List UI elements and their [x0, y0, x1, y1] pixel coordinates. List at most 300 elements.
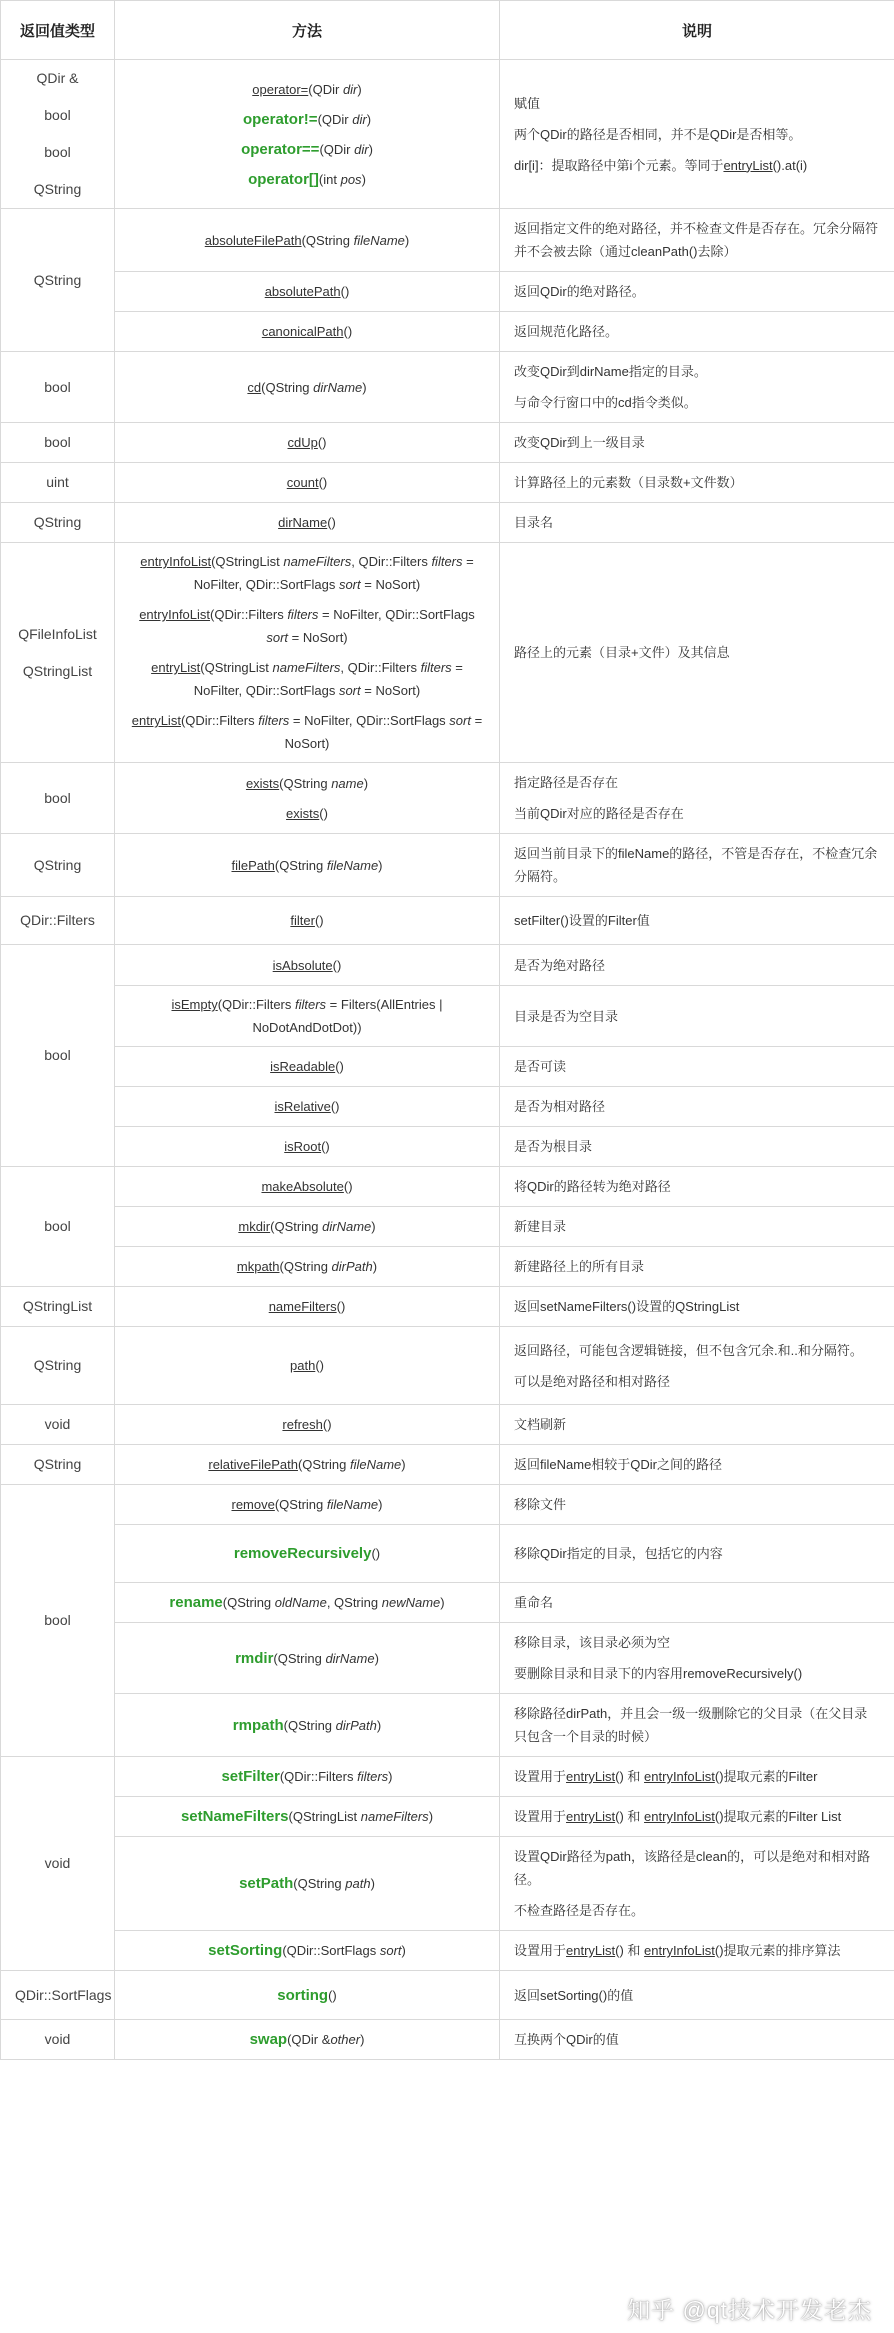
return-type-cell	[1, 1445, 115, 1485]
return-type: bool	[44, 144, 71, 160]
text-fragment: (QString	[261, 379, 314, 395]
method-signature	[129, 656, 485, 702]
text-fragment: ()	[322, 1417, 332, 1432]
return-type-cell	[1, 1485, 115, 1757]
method-cell	[115, 897, 500, 945]
description-paragraph	[514, 1175, 880, 1198]
method-signature	[129, 320, 485, 343]
api-link[interactable]: isReadable	[270, 1059, 336, 1074]
return-type-cell	[1, 763, 115, 834]
table-row	[1, 1207, 894, 1247]
api-link[interactable]: absolutePath	[264, 284, 341, 299]
text-fragment: ()	[332, 957, 342, 973]
param-name: oldName	[274, 1595, 327, 1610]
table-row	[1, 1167, 894, 1207]
api-link[interactable]: entryList	[151, 660, 201, 675]
text-fragment: dir[i]：提取路径中第i个元素。等同于	[514, 157, 724, 173]
text-fragment: ()	[336, 1299, 346, 1314]
text-fragment: 设置用于	[514, 1769, 567, 1784]
text-fragment: (QStringList	[211, 554, 284, 569]
table-row	[1, 763, 894, 834]
text-fragment: ().at(i)	[772, 157, 808, 173]
method-cell	[115, 312, 500, 352]
api-link[interactable]: isRelative	[274, 1099, 331, 1114]
param-name: sort	[338, 683, 361, 698]
text-fragment: 计算路径上的元素数（目录数+文件数）	[514, 475, 743, 490]
method-signature	[129, 1175, 485, 1198]
text-fragment: = NoFilter, QDir::SortFlags	[289, 713, 450, 728]
api-link[interactable]: isEmpty	[171, 997, 218, 1012]
param-name: dirPath	[331, 1259, 373, 1274]
description-paragraph	[514, 471, 880, 494]
table-row	[1, 1445, 894, 1485]
description-paragraph	[514, 1215, 880, 1238]
text-fragment: )	[378, 1497, 383, 1512]
return-type-cell	[1, 60, 115, 209]
description-paragraph	[514, 641, 880, 664]
text-fragment: (QDir::Filters	[279, 1769, 358, 1784]
return-type: bool	[44, 378, 71, 395]
description-cell	[500, 543, 894, 763]
description-paragraph	[514, 1899, 880, 1922]
text-fragment: = NoFilter, QDir::SortFlags	[193, 660, 463, 698]
method-cell	[115, 945, 500, 986]
text-fragment: )	[428, 1809, 434, 1824]
text-fragment: ()	[315, 1358, 324, 1373]
description-cell	[500, 1525, 894, 1583]
text-fragment: (QDir::Filters	[180, 713, 259, 728]
method-signature	[129, 1765, 485, 1788]
description-cell	[500, 423, 894, 463]
method-cell	[115, 1247, 500, 1287]
text-fragment: )	[401, 1943, 406, 1958]
text-fragment: (QDir::Filters	[217, 997, 295, 1012]
api-link[interactable]: entryInfoList	[140, 554, 212, 569]
text-fragment: )	[360, 2032, 365, 2047]
method-signature	[129, 1295, 485, 1318]
method-cell	[115, 1167, 500, 1207]
text-fragment: ()	[371, 1546, 381, 1561]
return-type: bool	[44, 434, 71, 450]
method-signature	[129, 1453, 485, 1476]
return-type-cell	[1, 2020, 115, 2060]
return-type-cell	[1, 1971, 115, 2020]
return-type: QStringList	[22, 1298, 93, 1314]
text-fragment: (QString	[274, 857, 327, 873]
text-fragment: 新建路径上的所有目录	[514, 1259, 645, 1274]
method-cell	[115, 1485, 500, 1525]
return-type-cell	[1, 1287, 115, 1327]
table-row	[1, 986, 894, 1047]
table-row	[1, 1623, 894, 1694]
text-fragment: 两个QDir的路径是否相同，并不是QDir是否相等。	[514, 126, 802, 142]
param-name: dir	[352, 111, 367, 127]
table-row	[1, 1405, 894, 1445]
description-paragraph	[514, 1370, 880, 1393]
return-type: QString	[33, 1357, 82, 1373]
table-header-row	[1, 1, 894, 60]
method-signature	[129, 1872, 485, 1895]
text-fragment: (QDir &	[287, 2032, 331, 2047]
return-type-cell	[1, 463, 115, 503]
description-cell	[500, 1623, 894, 1694]
method-name: operator[]	[248, 170, 319, 188]
description-cell	[500, 986, 894, 1047]
description-paragraph	[514, 1591, 880, 1614]
text-fragment: (QString	[274, 1497, 327, 1512]
api-link[interactable]: entryInfoList	[644, 1943, 715, 1958]
param-name: newName	[381, 1595, 441, 1610]
return-type-cell	[1, 423, 115, 463]
method-signature	[129, 511, 485, 534]
description-cell	[500, 1087, 894, 1127]
api-link[interactable]: makeAbsolute	[261, 1179, 344, 1194]
text-fragment: 重命名	[514, 1595, 554, 1610]
method-signature	[129, 993, 485, 1039]
api-link[interactable]: operator=	[252, 81, 309, 97]
api-link[interactable]: cdUp	[287, 435, 318, 450]
text-fragment: ()提取元素的Filter	[714, 1769, 818, 1784]
param-name: filters	[295, 997, 327, 1012]
table-row	[1, 272, 894, 312]
description-paragraph	[514, 1255, 880, 1278]
text-fragment: ()	[327, 515, 336, 530]
description-paragraph	[514, 1453, 880, 1476]
method-signature	[129, 1135, 485, 1158]
text-fragment: 可以是绝对路径和相对路径	[514, 1373, 671, 1389]
description-paragraph	[514, 909, 880, 932]
param-name: filters	[431, 554, 463, 569]
text-fragment: 返回QDir的绝对路径。	[514, 284, 645, 299]
table-row	[1, 1247, 894, 1287]
description-paragraph	[514, 802, 880, 825]
method-signature	[129, 550, 485, 596]
method-cell	[115, 272, 500, 312]
description-cell	[500, 945, 894, 986]
text-fragment: (QString	[293, 1876, 346, 1891]
api-link[interactable]: entryList	[566, 1769, 616, 1784]
text-fragment: 设置QDir路径为path，该路径是clean的，可以是绝对和相对路径。	[514, 1849, 871, 1887]
method-name: operator==	[241, 140, 320, 158]
param-name: fileName	[326, 857, 379, 873]
method-signature	[129, 138, 485, 161]
table-row	[1, 1797, 894, 1837]
method-name: removeRecursively	[233, 1545, 372, 1562]
description-cell	[500, 1837, 894, 1931]
param-name: sort	[338, 577, 361, 592]
method-cell	[115, 1623, 500, 1694]
method-name: rename	[169, 1594, 223, 1611]
return-type: QString	[33, 856, 82, 873]
table-row	[1, 503, 894, 543]
text-fragment: (QString	[297, 1457, 350, 1472]
table-row	[1, 209, 894, 272]
text-fragment: = NoSort)	[284, 713, 483, 751]
text-fragment: )	[368, 141, 373, 157]
header-method: 方法	[115, 1, 500, 60]
api-link[interactable]: entryInfoList	[644, 1809, 715, 1824]
text-fragment: (QDir	[319, 141, 355, 157]
api-link[interactable]: absoluteFilePath	[204, 232, 302, 248]
param-name: filters	[258, 713, 290, 728]
api-link[interactable]: entryList	[566, 1943, 616, 1958]
return-type: void	[44, 2031, 71, 2047]
api-link[interactable]: exists	[245, 775, 280, 791]
description-cell	[500, 834, 894, 897]
description-paragraph	[514, 842, 880, 888]
return-type: QFileInfoList	[18, 625, 97, 642]
return-type: QDir &	[36, 70, 79, 86]
table-row	[1, 60, 894, 209]
description-cell	[500, 897, 894, 945]
text-fragment: () 和	[615, 1809, 645, 1824]
method-cell	[115, 1583, 500, 1623]
method-cell	[115, 1127, 500, 1167]
method-name: swap	[249, 2031, 288, 2048]
param-name: sort	[379, 1943, 402, 1958]
text-fragment: (QStringList	[288, 1809, 361, 1824]
text-fragment: ()	[317, 435, 327, 450]
method-signature	[129, 854, 485, 877]
text-fragment: 返回setSorting()的值	[514, 1987, 634, 2003]
api-link[interactable]: entryInfoList	[644, 1769, 715, 1784]
description-cell	[500, 463, 894, 503]
text-fragment: 返回当前目录下的fileName的路径，不管是否存在，不检查冗余分隔符。	[514, 846, 878, 884]
method-cell	[115, 352, 500, 423]
text-fragment: = NoSort)	[360, 577, 421, 592]
description-cell	[500, 312, 894, 352]
method-cell	[115, 986, 500, 1047]
method-signature	[129, 1591, 485, 1614]
return-type: QString	[33, 1456, 82, 1472]
table-row	[1, 352, 894, 423]
method-cell	[115, 1047, 500, 1087]
return-type-cell	[1, 1327, 115, 1405]
method-signature	[129, 229, 485, 252]
method-cell	[115, 209, 500, 272]
text-fragment: (QDir	[308, 81, 343, 97]
api-link[interactable]: refresh	[282, 1417, 323, 1432]
text-fragment: , QDir::Filters	[351, 554, 432, 569]
table-row	[1, 1327, 894, 1405]
return-type: QString	[33, 514, 82, 530]
method-signature	[129, 108, 485, 131]
return-type: bool	[44, 1047, 71, 1063]
description-paragraph	[514, 217, 880, 263]
method-name: setNameFilters	[180, 1808, 289, 1825]
description-paragraph	[514, 2028, 880, 2051]
method-name: setFilter	[221, 1768, 280, 1785]
text-fragment: ()	[321, 1139, 330, 1154]
method-name: rmdir	[235, 1649, 274, 1667]
api-link[interactable]: count	[286, 475, 319, 490]
param-name: filters	[420, 660, 452, 675]
text-fragment: (QDir	[317, 111, 353, 127]
return-type-cell	[1, 543, 115, 763]
text-fragment: , QString	[326, 1595, 382, 1610]
method-cell	[115, 1931, 500, 1971]
api-link[interactable]: isRoot	[284, 1139, 322, 1154]
table-row	[1, 1694, 894, 1757]
text-fragment: 不检查路径是否存在。	[514, 1903, 645, 1918]
text-fragment: (QString	[301, 232, 354, 248]
method-name: sorting	[277, 1986, 329, 2004]
table-row	[1, 834, 894, 897]
method-signature	[129, 954, 485, 977]
text-fragment: 赋值	[514, 95, 541, 111]
method-cell	[115, 463, 500, 503]
text-fragment: )	[378, 857, 383, 873]
return-type: QStringList	[22, 662, 93, 679]
method-signature	[129, 1354, 485, 1377]
method-signature	[129, 168, 485, 191]
description-paragraph	[514, 1805, 880, 1828]
table-row	[1, 1525, 894, 1583]
api-link[interactable]: entryInfoList	[139, 607, 211, 622]
param-name: nameFilters	[272, 660, 341, 675]
text-fragment: ()提取元素的排序算法	[714, 1943, 841, 1958]
description-paragraph	[514, 1005, 880, 1028]
description-paragraph	[514, 1295, 880, 1318]
text-fragment: )	[371, 1219, 376, 1234]
param-name: filters	[357, 1769, 389, 1784]
description-paragraph	[514, 92, 880, 115]
method-signature	[129, 1493, 485, 1516]
method-signature	[129, 471, 485, 494]
text-fragment: )	[388, 1769, 393, 1784]
text-fragment: (QString	[283, 1717, 336, 1733]
table-row	[1, 1971, 894, 2020]
return-type-cell	[1, 897, 115, 945]
text-fragment: 返回指定文件的绝对路径，并不检查文件是否存在。冗余分隔符并不会被去除（通过cleanPath()去除）	[514, 221, 879, 259]
api-link[interactable]: mkpath	[236, 1259, 280, 1274]
method-cell	[115, 763, 500, 834]
method-signature	[129, 1805, 485, 1828]
method-name: rmpath	[232, 1716, 284, 1734]
text-fragment: ()	[328, 1987, 337, 2003]
description-paragraph	[514, 1095, 880, 1118]
text-fragment: 互换两个QDir的值	[514, 2032, 619, 2047]
text-fragment: )	[440, 1595, 445, 1610]
description-cell	[500, 1971, 894, 2020]
description-paragraph	[514, 1542, 880, 1565]
return-type: void	[44, 1855, 71, 1871]
text-fragment: = Filters(AllEntries | NoDotAndDotDot))	[252, 997, 443, 1035]
description-paragraph	[514, 1055, 880, 1078]
method-signature	[129, 431, 485, 454]
text-fragment: )	[404, 232, 410, 248]
text-fragment: (QDir::SortFlags	[282, 1943, 380, 1958]
method-cell	[115, 1525, 500, 1583]
text-fragment: 返回规范化路径。	[514, 324, 619, 339]
text-fragment: (QDir::Filters	[210, 607, 288, 622]
api-link[interactable]: path	[290, 1358, 316, 1373]
description-cell	[500, 60, 894, 209]
method-cell	[115, 543, 500, 763]
text-fragment: ()提取元素的Filter List	[714, 1809, 842, 1824]
api-link[interactable]: mkdir	[238, 1219, 271, 1234]
description-paragraph	[514, 1413, 880, 1436]
text-fragment: 与命令行窗口中的cd指令类似。	[514, 395, 697, 410]
text-fragment: 移除文件	[514, 1497, 567, 1512]
return-type: bool	[44, 107, 71, 123]
api-link[interactable]: entryList	[566, 1809, 616, 1824]
description-cell	[500, 1694, 894, 1757]
api-link[interactable]: exists	[286, 805, 320, 821]
text-fragment: (QString	[279, 775, 332, 791]
text-fragment: ()	[318, 475, 328, 490]
description-cell	[500, 1167, 894, 1207]
text-fragment: )	[357, 81, 362, 97]
api-link[interactable]: filter	[290, 913, 315, 928]
description-paragraph	[514, 511, 880, 534]
text-fragment: (QString	[279, 1259, 332, 1274]
text-fragment: 移除目录，该目录必须为空	[514, 1635, 671, 1650]
text-fragment: = NoSort)	[288, 630, 348, 645]
text-fragment: (int	[318, 171, 341, 187]
return-type-cell	[1, 503, 115, 543]
description-paragraph	[514, 1845, 880, 1891]
text-fragment: )	[366, 111, 372, 127]
api-link[interactable]: nameFilters	[268, 1299, 337, 1314]
method-cell	[115, 2020, 500, 2060]
text-fragment: )	[376, 1717, 382, 1733]
description-cell	[500, 1757, 894, 1797]
table-row	[1, 1127, 894, 1167]
text-fragment: 当前QDir对应的路径是否存在	[514, 806, 684, 821]
description-paragraph	[514, 360, 880, 383]
table-row	[1, 1931, 894, 1971]
api-link[interactable]: relativeFilePath	[208, 1457, 298, 1472]
return-type: QString	[33, 181, 82, 197]
api-link[interactable]: entryList	[723, 157, 773, 173]
method-signature	[129, 772, 485, 795]
table-row	[1, 1047, 894, 1087]
table-row	[1, 2020, 894, 2060]
api-link[interactable]: cd	[247, 379, 262, 395]
method-cell	[115, 1757, 500, 1797]
api-link[interactable]: remove	[231, 1497, 275, 1512]
description-paragraph	[514, 280, 880, 303]
api-link[interactable]: filePath	[231, 857, 275, 873]
api-link[interactable]: entryList	[131, 713, 181, 728]
method-cell	[115, 423, 500, 463]
table-row	[1, 897, 894, 945]
zhihu-watermark: 知乎 @qt技术开发老杰	[627, 2297, 872, 2323]
api-link[interactable]: isAbsolute	[272, 957, 333, 973]
description-paragraph	[514, 1662, 880, 1685]
table-body	[1, 60, 894, 2060]
method-cell	[115, 834, 500, 897]
method-signature	[129, 1095, 485, 1118]
table-row	[1, 1485, 894, 1525]
method-signature	[129, 1413, 485, 1436]
text-fragment: 设置用于	[514, 1809, 567, 1824]
text-fragment: )	[372, 1259, 378, 1274]
api-link[interactable]: canonicalPath	[261, 324, 344, 339]
text-fragment: 目录名	[514, 515, 554, 530]
description-cell	[500, 1287, 894, 1327]
text-fragment: 是否为根目录	[514, 1139, 593, 1154]
table-row	[1, 463, 894, 503]
method-signature	[129, 1714, 485, 1737]
text-fragment: 新建目录	[514, 1219, 567, 1234]
text-fragment: (QStringList	[200, 660, 273, 675]
description-paragraph	[514, 954, 880, 977]
text-fragment: 要删除目录和目录下的内容用removeRecursively()	[514, 1666, 803, 1681]
text-fragment: = NoFilter, QDir::SortFlags	[318, 607, 475, 622]
api-link[interactable]: dirName	[278, 515, 328, 530]
